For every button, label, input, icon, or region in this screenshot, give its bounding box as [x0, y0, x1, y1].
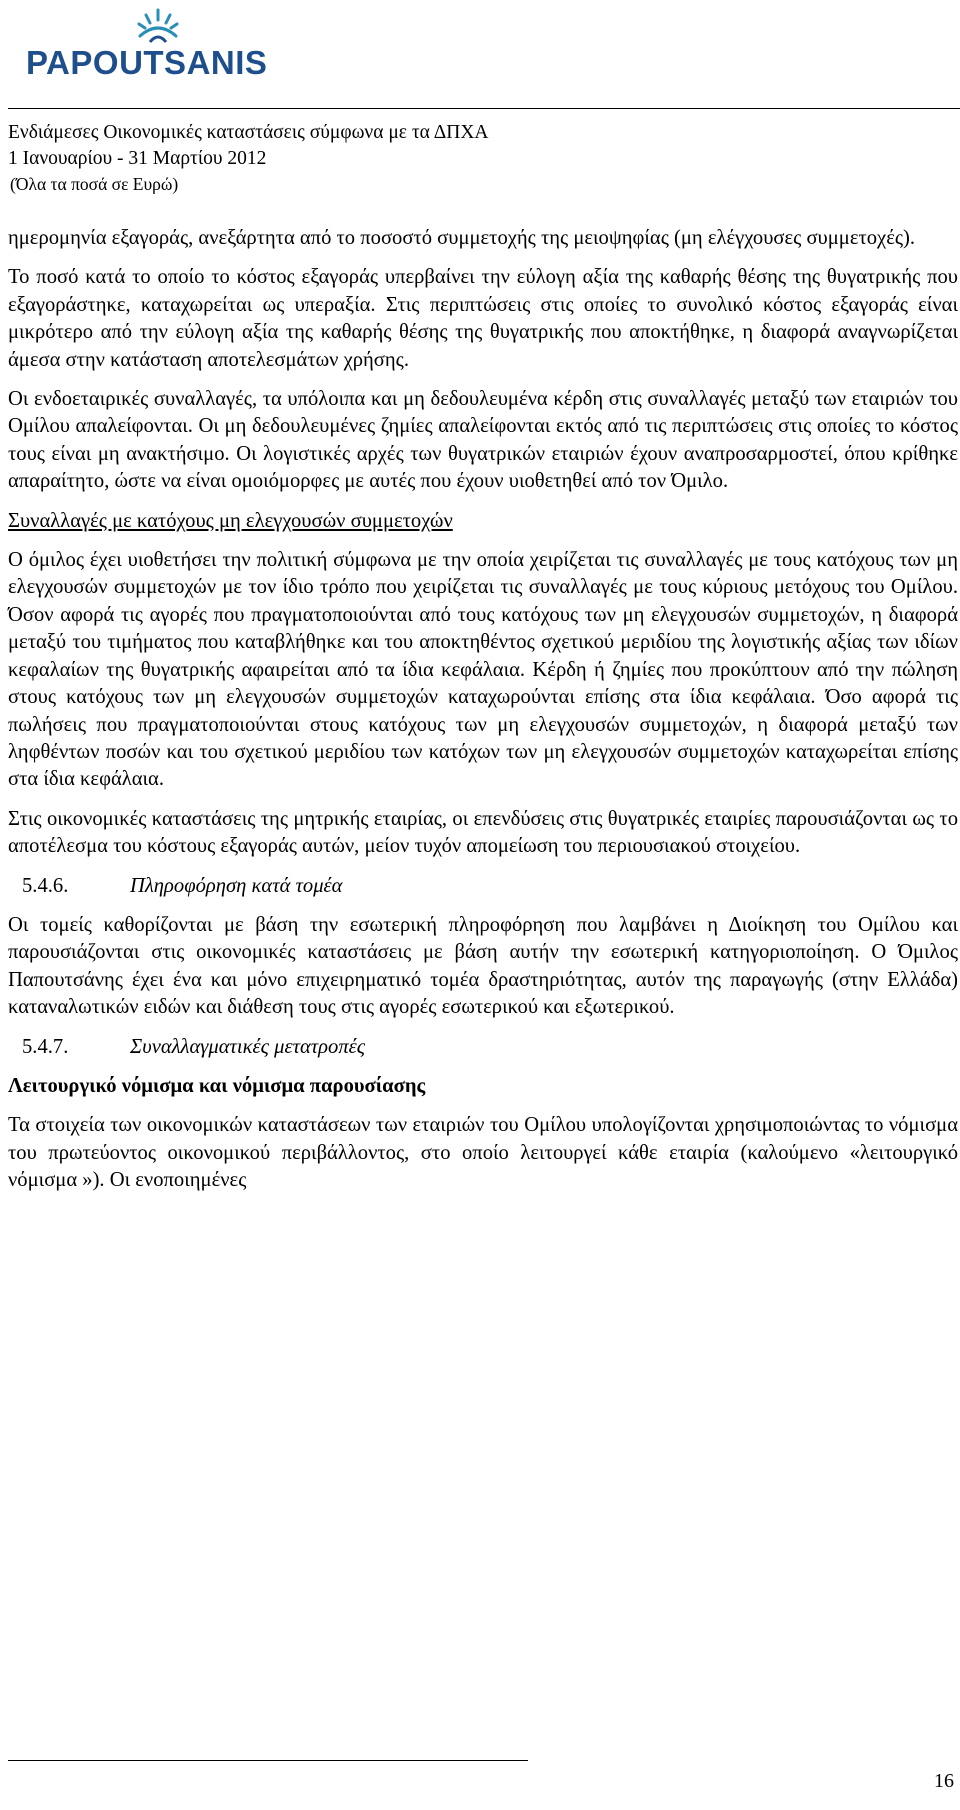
header-rule — [8, 108, 960, 109]
section-heading-nci: Συναλλαγές με κατόχους μη ελεγχουσών συμμετοχών — [8, 509, 453, 532]
subsection-heading: Λειτουργικό νόμισμα και νόμισμα παρουσίασης — [8, 1074, 426, 1097]
page-number: 16 — [934, 1770, 954, 1792]
section-heading-5-4-6 — [8, 873, 958, 900]
header-currency-note: (Όλα τα ποσά σε Ευρώ) — [10, 174, 179, 194]
company-logo — [26, 6, 266, 82]
section-title: Συναλλαγματικές μετατροπές — [130, 1035, 366, 1058]
section-number: 5.4.7. — [22, 1035, 69, 1058]
section-heading-5-4-7 — [8, 1034, 958, 1061]
section-number: 5.4.6. — [22, 874, 69, 897]
header-title: Ενδιάμεσες Οικονομικές καταστάσεις σύμφωνα με τα ΔΠΧΑ — [8, 122, 489, 143]
paragraph: ημερομηνία εξαγοράς, ανεξάρτητα από το ποσοστό συμμετοχής της μειοψηφίας (μη ελέγχουσες συμμετοχές). — [8, 227, 916, 249]
section-title: Πληροφόρηση κατά τομέα — [130, 874, 343, 897]
footer-rule — [8, 1760, 528, 1761]
paragraph: Ο όμιλος έχει υιοθετήσει την πολιτική σύμφωνα με την οποία χειρίζεται τις συναλλαγές με τους κατόχους των μη ελεγχουσών συμμετοχών με τον ίδιο τρόπο που χειρίζεται τις συναλλαγές με τους κύριους μετόχους του Ομίλου. Όσον αφορά τις αγορές που πραγματοποιούνται από τους κατόχους των μη ελεγχουσών συμμετοχών, η διαφορά μεταξύ του τιμήματος που καταβλήθηκε και του αποκτηθέντος σχετικού μεριδίου της λογιστικής αξίας των ιδίων κεφαλαίων της θυγατρικής αφαιρείται από τα ίδια κεφάλαια. Κέρδη ή ζημίες που προκύπτουν από την πώληση στους κατόχους των μη ελεγχουσών συμμετοχών καταχωρούνται επίσης στα ίδια κεφάλαια. Όσο αφορά τις πωλήσεις που πραγματοποιούνται στους κατόχους των μη ελεγχουσών συμμετοχών, η διαφορά μεταξύ των ληφθέντων ποσών και του σχετικού μεριδίου των κατόχων των μη ελεγχουσών συμμετοχών καταχωρείται επίσης στα ίδια κεφάλαια. — [8, 549, 958, 791]
sun-logo-icon — [136, 6, 180, 46]
paragraph: Οι τομείς καθορίζονται με βάση την εσωτερική πληροφόρηση που λαμβάνει η Διοίκηση του Ομίλου και παρουσιάζονται στις οικονομικές καταστάσεις με βάση αυτήν την εσωτερική κατηγοριοποίηση. Ο Όμιλος Παπουτσάνης έχει ένα και μόνο επιχειρηματικό τομέα δραστηριότητας, αυτόν της παραγωγής (στην Ελλάδα) καταναλωτικών ειδών και διάθεση τους στις αγορές εσωτερικού και εξωτερικού. — [8, 913, 958, 1019]
document-body — [8, 225, 958, 1207]
paragraph: Τα στοιχεία των οικονομικών καταστάσεων των εταιριών του Ομίλου υπολογίζονται χρησιμοποιώντας το νόμισμα του πρωτεύοντος οικονομικού περιβάλλοντος, στο οποίο λειτουργεί κάθε εταιρία (καλούμενο «λειτουργικό νόμισμα »). Οι ενοποιημένες — [8, 1114, 958, 1192]
paragraph: Οι ενδοεταιρικές συναλλαγές, τα υπόλοιπα και μη δεδουλευμένα κέρδη στις συναλλαγές μεταξύ των εταιριών του Ομίλου απαλείφονται. Οι μη δεδουλευμένες ζημίες απαλείφονται εκτός από τις περιπτώσεις στις οποίες το κόστος τους είναι μη ανακτήσιμο. Οι λογιστικές αρχές των θυγατρικών εταιριών έχουν αναπροσαρμοστεί, όπου κρίθηκε απαραίτητο, ώστε να είναι ομοιόμορφες με αυτές που έχουν υιοθετηθεί από τον Όμιλο. — [8, 388, 958, 493]
header-period: 1 Ιανουαρίου - 31 Μαρτίου 2012 — [8, 148, 267, 169]
logo-text: PAPOUTSANIS — [26, 44, 268, 81]
paragraph: Στις οικονομικές καταστάσεις της μητρικής εταιρίας, οι επενδύσεις στις θυγατρικές εταιρίες παρουσιάζονται ως το αποτέλεσμα του κόστους εξαγοράς αυτών, μείον τυχόν απομείωση του περιουσιακού στοιχείου. — [8, 807, 958, 858]
paragraph: Το ποσό κατά το οποίο το κόστος εξαγοράς υπερβαίνει την εύλογη αξία της καθαρής θέσης της θυγατρικής που εξαγοράστηκε, καταχωρείται ως υπεραξία. Στις περιπτώσεις στις οποίες το συνολικό κόστος εξαγοράς είναι μικρότερο από την εύλογη αξία της καθαρής θέσης της θυγατρικής που αποκτήθηκε, η διαφορά αναγνωρίζεται άμεσα στην κατάσταση αποτελεσμάτων χρήσης. — [8, 266, 958, 371]
document-header — [8, 120, 960, 196]
